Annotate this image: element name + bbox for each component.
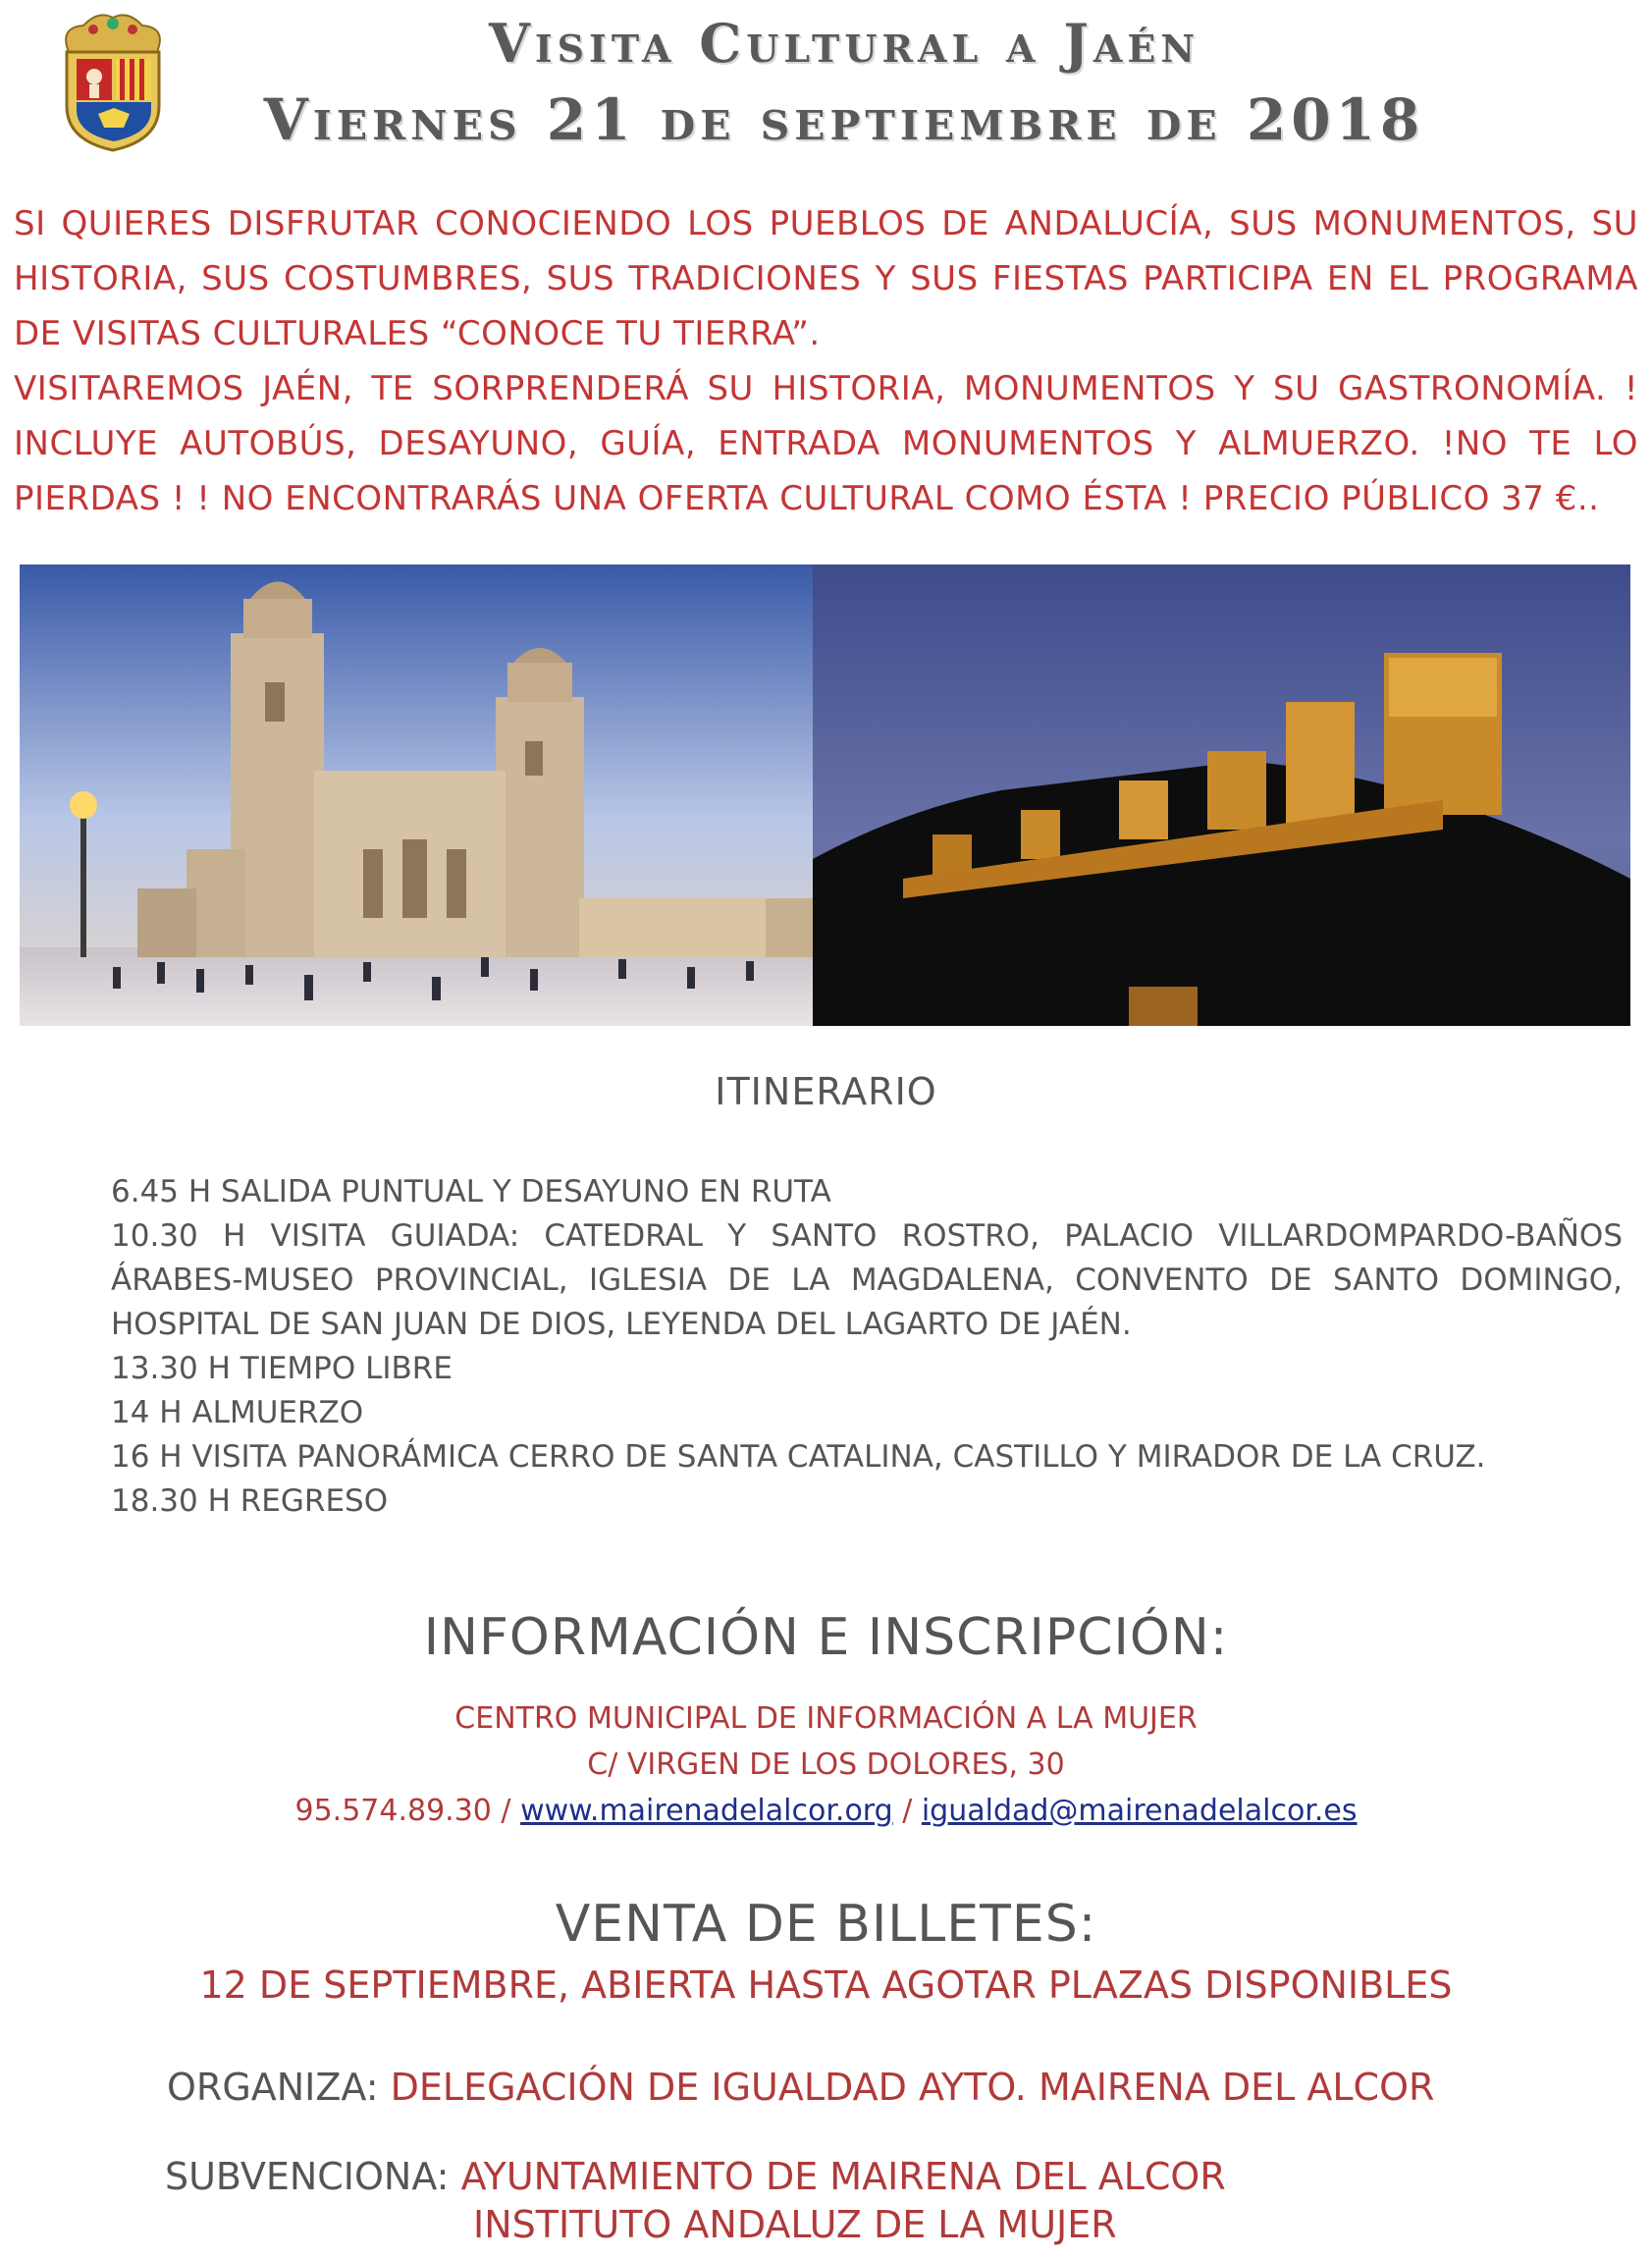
info-title: INFORMACIÓN E INSCRIPCIÓN: <box>423 1608 1229 1667</box>
itinerary-item: 6.45 H SALIDA PUNTUAL Y DESAYUNO EN RUTA <box>111 1174 831 1210</box>
info-contact-line <box>0 1789 1652 1834</box>
intro-paragraph-2: VISITAREMOS JAÉN, TE SORPRENDERÁ SU HISTORIA, MONUMENTOS Y SU GASTRONOMÍA. ! INCLUYE AUTOBÚS, DESAYUNO, GUÍA, ENTRADA MONUMENTOS Y ALMUERZO. !NO TE LO PIERDAS ! ! NO ENCONTRARÁS UNA OFERTA CULTURAL COMO ÉSTA ! PRECIO PÚBLICO 37 €.. <box>14 369 1638 518</box>
separator: / <box>491 1794 521 1828</box>
photo-strip <box>20 564 1630 1026</box>
itinerary-item: 13.30 H TIEMPO LIBRE <box>111 1351 453 1386</box>
itinerary-title: ITINERARIO <box>715 1070 937 1113</box>
website-link[interactable]: www.mairenadelalcor.org <box>520 1794 893 1828</box>
subvenciona-row <box>165 2155 1226 2198</box>
email-link[interactable]: igualdad@mairenadelalcor.es <box>921 1794 1358 1828</box>
separator: / <box>892 1794 922 1828</box>
tickets-title: VENTA DE BILLETES: <box>555 1895 1097 1954</box>
coat-of-arms-logo <box>49 8 177 155</box>
intro-paragraph-1: SI QUIERES DISFRUTAR CONOCIENDO LOS PUEBLOS DE ANDALUCÍA, SUS MONUMENTOS, SU HISTORIA, SUS COSTUMBRES, SUS TRADICIONES Y SUS FIESTAS PARTICIPA EN EL PROGRAMA DE VISITAS CULTURALES “CONOCE TU TIERRA”. <box>14 204 1638 353</box>
subvenciona-value-1: AYUNTAMIENTO DE MAIRENA DEL ALCOR <box>460 2155 1226 2198</box>
organiza-value: DELEGACIÓN DE IGUALDAD AYTO. MAIRENA DEL ALCOR <box>390 2066 1435 2109</box>
subvenciona-value-2: INSTITUTO ANDALUZ DE LA MUJER <box>473 2203 1117 2246</box>
page-subtitle: Viernes 21 de septiembre de 2018 <box>263 86 1425 153</box>
itinerary-item: 10.30 H VISITA GUIADA: CATEDRAL Y SANTO ROSTRO, PALACIO VILLARDOMPARDO-BAÑOS ÁRABES-MUSEO PROVINCIAL, IGLESIA DE LA MAGDALENA, CONVENTO DE SANTO DOMINGO, HOSPITAL DE SAN JUAN DE DIOS, LEYENDA DEL LAGARTO DE JAÉN. <box>111 1218 1623 1342</box>
info-center: CENTRO MUNICIPAL DE INFORMACIÓN A LA MUJER <box>454 1701 1198 1736</box>
castle-photo <box>813 564 1630 1026</box>
page-title: Visita Cultural a Jaén <box>488 12 1200 75</box>
itinerary-item: 16 H VISITA PANORÁMICA CERRO DE SANTA CATALINA, CASTILLO Y MIRADOR DE LA CRUZ. <box>111 1439 1486 1475</box>
subvenciona-label: SUBVENCIONA: <box>165 2155 450 2198</box>
organiza-label: ORGANIZA: <box>167 2066 379 2109</box>
info-address: C/ VIRGEN DE LOS DOLORES, 30 <box>587 1747 1065 1782</box>
organiza-row <box>167 2066 1434 2109</box>
intro-text <box>14 196 1638 526</box>
itinerary-list <box>111 1170 1623 1524</box>
tickets-text: 12 DE SEPTIEMBRE, ABIERTA HASTA AGOTAR PLAZAS DISPONIBLES <box>199 1963 1453 2007</box>
info-phone: 95.574.89.30 <box>294 1794 492 1828</box>
itinerary-item: 14 H ALMUERZO <box>111 1395 364 1430</box>
itinerary-item: 18.30 H REGRESO <box>111 1483 389 1519</box>
cathedral-photo <box>20 564 813 1026</box>
